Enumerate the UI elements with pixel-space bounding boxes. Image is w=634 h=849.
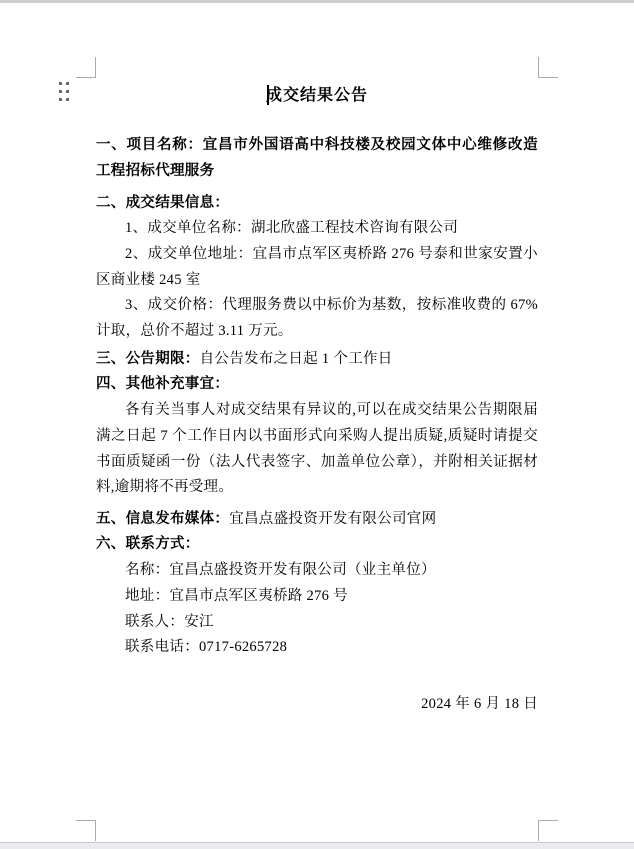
- margin-crop-mark-top-left: [76, 57, 96, 78]
- margin-crop-mark-bottom-left: [76, 820, 96, 841]
- contact-phone: 联系电话：0717-6265728: [125, 639, 288, 656]
- section-label: 三、公告期限：: [96, 351, 200, 367]
- drag-handle-icon[interactable]: [59, 82, 69, 101]
- margin-crop-mark-bottom-right: [538, 820, 558, 841]
- section-publication-media: [96, 507, 538, 533]
- contact-name: 名称：宜昌点盛投资开发有限公司（业主单位）: [125, 562, 436, 578]
- document-date: 2024 年 6 月 18 日: [421, 696, 538, 712]
- result-item-supplier-name: 1、成交单位名称：湖北欣盛工程技术咨询有限公司: [125, 220, 459, 236]
- document-title: 成交结果公告: [265, 87, 368, 104]
- contact-person: 联系人：安江: [125, 613, 214, 630]
- section-content: 宜昌点盛投资开发有限公司官网: [229, 511, 437, 527]
- page-bottom-edge: [0, 842, 634, 849]
- section-project-name: [96, 133, 538, 185]
- section-label: 一、项目名称：: [96, 137, 203, 153]
- page-top-edge: [0, 0, 634, 3]
- contact-address: 地址：宜昌市点军区夷桥路 276 号: [125, 587, 348, 604]
- section-supplementary-heading: 四、其他补充事宜：: [96, 376, 230, 392]
- result-item-price: 3、成交价格：代理服务费以中标价为基数，按标准收费的 67%计取，总价不超过 3.11 万元。: [96, 297, 538, 339]
- section-label: 五、信息发布媒体：: [96, 511, 230, 527]
- margin-crop-mark-top-right: [538, 57, 558, 78]
- section-announcement-period: [96, 347, 538, 373]
- section-content: 自公告发布之日起 1 个工作日: [199, 351, 393, 367]
- section-content: 宜昌市外国语高中科技楼及校园文体中心维修改造工程招标代理服务: [96, 137, 538, 179]
- section-result-info-heading: 二、成交结果信息：: [96, 195, 230, 211]
- supplementary-paragraph: 各有关当事人对成交结果有异议的,可以在成交结果公告期限届满之日起 7 个工作日内以书面形式向采购人提出质疑,质疑时请提交书面质疑函一份（法人代表签字、加盖单位公章），并附相关证据材料,逾期将不再受理。: [96, 402, 538, 496]
- section-contact-heading: 六、联系方式：: [96, 536, 200, 552]
- contact-block: [96, 558, 538, 661]
- result-item-supplier-address: 2、成交单位地址：宜昌市点军区夷桥路 276 号泰和世家安置小区商业楼 245 室: [96, 246, 538, 288]
